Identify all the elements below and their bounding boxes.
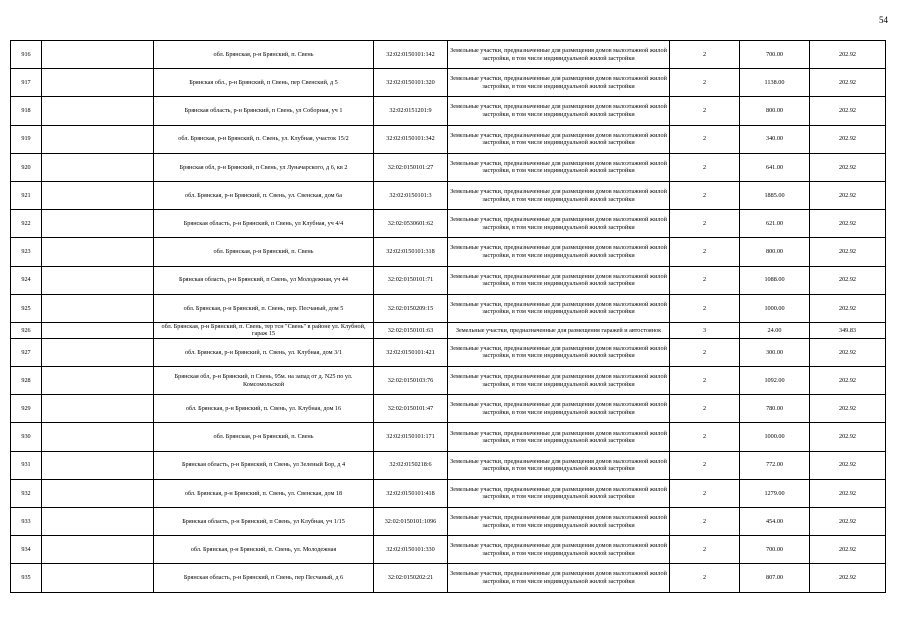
category-cell: 2 [670,536,740,564]
address-cell: обл. Брянская, р-н Брянский, п. Свень, тер тсн "Свень" в районе ул. Клубной, гараж 15 [154,322,374,338]
land-use-purpose-cell: Земельные участки, предназначенные для размещения домов малоэтажной жилой застройки, в том числе индивидуальной жилой застройки [448,564,670,592]
area-cell: 1092.00 [740,367,810,395]
page-number: 54 [879,15,888,25]
table-row [11,97,886,125]
address-cell: Брянская область, р-н Брянский, п Свень, ул Клубная, уч 4/4 [154,210,374,238]
cadastral-number-cell: 32:02:0150101:418 [374,479,448,507]
blank-cell [42,41,154,69]
row-number-cell: 919 [11,125,42,153]
table-row [11,266,886,294]
area-cell: 1088.00 [740,266,810,294]
category-cell: 2 [670,508,740,536]
address-cell: обл. Брянская, р-н Брянский, п. Свень, ул. Свенская, дом 6а [154,181,374,209]
blank-cell [42,181,154,209]
area-cell: 1138.00 [740,69,810,97]
category-cell: 2 [670,451,740,479]
row-number-cell: 921 [11,181,42,209]
address-cell: Брянская обл, р-н Брянский, п Свень, 95м. на запад от д. N25 по ул. Комсомольской [154,367,374,395]
cadastral-number-cell: 32:02:0150101:330 [374,536,448,564]
table-row [11,564,886,592]
cadastral-number-cell: 32:02:0150101:421 [374,338,448,366]
cadastral-number-cell: 32:02:0150101:71 [374,266,448,294]
category-cell: 2 [670,338,740,366]
blank-cell [42,451,154,479]
row-number-cell: 924 [11,266,42,294]
cadastral-number-cell: 32:02:0150218:6 [374,451,448,479]
address-cell: Брянская обл., р-н Брянский, п Свень, пер Свенский, д 5 [154,69,374,97]
row-number-cell: 917 [11,69,42,97]
unit-price-cell: 202.92 [810,536,886,564]
blank-cell [42,423,154,451]
cadastral-number-cell: 32:02:0150101:342 [374,125,448,153]
land-use-purpose-cell: Земельные участки, предназначенные для размещения домов малоэтажной жилой застройки, в том числе индивидуальной жилой застройки [448,338,670,366]
table-row [11,479,886,507]
address-cell: обл. Брянская, р-н Брянский, п. Свень, ул. Клубная, дом 3/1 [154,338,374,366]
unit-price-cell: 202.92 [810,338,886,366]
cadastral-number-cell: 32:02:0530601:62 [374,210,448,238]
category-cell: 2 [670,266,740,294]
cadastral-number-cell: 32:02:0150101:320 [374,69,448,97]
table-row [11,41,886,69]
category-cell: 3 [670,322,740,338]
category-cell: 2 [670,97,740,125]
land-use-purpose-cell: Земельные участки, предназначенные для размещения домов малоэтажной жилой застройки, в том числе индивидуальной жилой застройки [448,97,670,125]
land-use-purpose-cell: Земельные участки, предназначенные для размещения домов малоэтажной жилой застройки, в том числе индивидуальной жилой застройки [448,536,670,564]
blank-cell [42,338,154,366]
address-cell: Брянская область, р-н Брянский, п Свень, пер Песчаный, д 6 [154,564,374,592]
land-use-purpose-cell: Земельные участки, предназначенные для размещения домов малоэтажной жилой застройки, в том числе индивидуальной жилой застройки [448,210,670,238]
cadastral-number-cell: 32:02:0150101:63 [374,322,448,338]
unit-price-cell: 202.92 [810,69,886,97]
unit-price-cell: 349.83 [810,322,886,338]
category-cell: 2 [670,395,740,423]
land-use-purpose-cell: Земельные участки, предназначенные для размещения домов малоэтажной жилой застройки, в том числе индивидуальной жилой застройки [448,41,670,69]
unit-price-cell: 202.92 [810,395,886,423]
address-cell: Брянская область, р-н Брянский, п Свень, ул Зеленый Бор, д 4 [154,451,374,479]
category-cell: 2 [670,69,740,97]
cadastral-number-cell: 32:02:0150209:15 [374,294,448,322]
blank-cell [42,266,154,294]
unit-price-cell: 202.92 [810,451,886,479]
area-cell: 1279.00 [740,479,810,507]
land-use-purpose-cell: Земельные участки, предназначенные для размещения домов малоэтажной жилой застройки, в том числе индивидуальной жилой застройки [448,451,670,479]
row-number-cell: 929 [11,395,42,423]
area-cell: 621.00 [740,210,810,238]
blank-cell [42,210,154,238]
cadastral-number-cell: 32:02:0150101:142 [374,41,448,69]
address-cell: обл. Брянская, р-н Брянский, п. Свень, ул. Свенская, дом 18 [154,479,374,507]
blank-cell [42,508,154,536]
unit-price-cell: 202.92 [810,367,886,395]
row-number-cell: 923 [11,238,42,266]
land-use-purpose-cell: Земельные участки, предназначенные для размещения домов малоэтажной жилой застройки, в том числе индивидуальной жилой застройки [448,479,670,507]
row-number-cell: 918 [11,97,42,125]
table-row [11,322,886,338]
category-cell: 2 [670,125,740,153]
area-cell: 800.00 [740,238,810,266]
unit-price-cell: 202.92 [810,423,886,451]
address-cell: обл. Брянская, р-н Брянский, п. Свень [154,423,374,451]
category-cell: 2 [670,41,740,69]
unit-price-cell: 202.92 [810,508,886,536]
category-cell: 2 [670,181,740,209]
area-cell: 780.00 [740,395,810,423]
category-cell: 2 [670,479,740,507]
land-use-purpose-cell: Земельные участки, предназначенные для размещения домов малоэтажной жилой застройки, в том числе индивидуальной жилой застройки [448,153,670,181]
table-row [11,210,886,238]
table-row [11,451,886,479]
unit-price-cell: 202.92 [810,125,886,153]
row-number-cell: 928 [11,367,42,395]
blank-cell [42,536,154,564]
row-number-cell: 916 [11,41,42,69]
cadastral-number-cell: 32:02:0150202:21 [374,564,448,592]
land-use-purpose-cell: Земельные участки, предназначенные для размещения гаражей и автостоянок [448,322,670,338]
row-number-cell: 926 [11,322,42,338]
address-cell: Брянская обл, р-н Брянский, п Свень, ул Луначарского, д 6, кв 2 [154,153,374,181]
blank-cell [42,125,154,153]
unit-price-cell: 202.92 [810,479,886,507]
cadastral-number-cell: 32:02:0150101:3 [374,181,448,209]
category-cell: 2 [670,238,740,266]
address-cell: Брянская область, р-н Брянский, п Свень, ул Молодежная, уч 44 [154,266,374,294]
unit-price-cell: 202.92 [810,238,886,266]
land-use-purpose-cell: Земельные участки, предназначенные для размещения домов малоэтажной жилой застройки, в том числе индивидуальной жилой застройки [448,266,670,294]
area-cell: 772.00 [740,451,810,479]
row-number-cell: 930 [11,423,42,451]
land-use-purpose-cell: Земельные участки, предназначенные для размещения домов малоэтажной жилой застройки, в том числе индивидуальной жилой застройки [448,181,670,209]
land-use-purpose-cell: Земельные участки, предназначенные для размещения домов малоэтажной жилой застройки, в том числе индивидуальной жилой застройки [448,395,670,423]
area-cell: 300.00 [740,338,810,366]
area-cell: 340.00 [740,125,810,153]
row-number-cell: 927 [11,338,42,366]
area-cell: 700.00 [740,41,810,69]
land-use-purpose-cell: Земельные участки, предназначенные для размещения домов малоэтажной жилой застройки, в том числе индивидуальной жилой застройки [448,508,670,536]
area-cell: 1000.00 [740,294,810,322]
land-registry-table [10,40,886,593]
blank-cell [42,238,154,266]
row-number-cell: 932 [11,479,42,507]
row-number-cell: 925 [11,294,42,322]
area-cell: 1000.00 [740,423,810,451]
blank-cell [42,367,154,395]
area-cell: 454.00 [740,508,810,536]
blank-cell [42,395,154,423]
address-cell: обл. Брянская, р-н Брянский, п. Свень, ул. Клубная, участок 15/2 [154,125,374,153]
category-cell: 2 [670,564,740,592]
address-cell: обл. Брянская, р-н Брянский, п. Свень [154,238,374,266]
blank-cell [42,564,154,592]
row-number-cell: 935 [11,564,42,592]
area-cell: 800.00 [740,97,810,125]
unit-price-cell: 202.92 [810,210,886,238]
blank-cell [42,294,154,322]
blank-cell [42,153,154,181]
area-cell: 807.00 [740,564,810,592]
cadastral-number-cell: 32:02:0150101:47 [374,395,448,423]
area-cell: 700.00 [740,536,810,564]
table-row [11,294,886,322]
address-cell: Брянская область, р-н Брянский, п Свень, ул Соборная, уч 1 [154,97,374,125]
category-cell: 2 [670,423,740,451]
unit-price-cell: 202.92 [810,153,886,181]
table-row [11,536,886,564]
cadastral-number-cell: 32:02:0151201:9 [374,97,448,125]
table-row [11,338,886,366]
category-cell: 2 [670,153,740,181]
cadastral-number-cell: 32:02:0150101:1096 [374,508,448,536]
cadastral-number-cell: 32:02:0150103:76 [374,367,448,395]
unit-price-cell: 202.92 [810,266,886,294]
table-row [11,367,886,395]
category-cell: 2 [670,210,740,238]
category-cell: 2 [670,367,740,395]
table-row [11,395,886,423]
cadastral-number-cell: 32:02:0150101:171 [374,423,448,451]
address-cell: обл. Брянская, р-н Брянский, п. Свень [154,41,374,69]
table-row [11,508,886,536]
row-number-cell: 933 [11,508,42,536]
row-number-cell: 934 [11,536,42,564]
table-row [11,69,886,97]
table-body [11,41,886,593]
row-number-cell: 922 [11,210,42,238]
unit-price-cell: 202.92 [810,181,886,209]
address-cell: обл. Брянская, р-н Брянский, п. Свень, ул. Клубная, дом 16 [154,395,374,423]
row-number-cell: 920 [11,153,42,181]
table-row [11,423,886,451]
unit-price-cell: 202.92 [810,564,886,592]
blank-cell [42,97,154,125]
cadastral-number-cell: 32:02:0150101:27 [374,153,448,181]
table-row [11,238,886,266]
land-use-purpose-cell: Земельные участки, предназначенные для размещения домов малоэтажной жилой застройки, в том числе индивидуальной жилой застройки [448,238,670,266]
unit-price-cell: 202.92 [810,41,886,69]
area-cell: 24.00 [740,322,810,338]
address-cell: обл. Брянская, р-н Брянский, п. Свень, пер. Песчаный, дом 5 [154,294,374,322]
address-cell: обл. Брянская, р-н Брянский, п. Свень, ул. Молодежная [154,536,374,564]
table-row [11,125,886,153]
table-row [11,181,886,209]
address-cell: Брянская область, р-н Брянский, п Свень, ул Клубная, уч 1/15 [154,508,374,536]
table-row [11,153,886,181]
cadastral-number-cell: 32:02:0150101:318 [374,238,448,266]
blank-cell [42,322,154,338]
area-cell: 1885.00 [740,181,810,209]
land-use-purpose-cell: Земельные участки, предназначенные для размещения домов малоэтажной жилой застройки, в том числе индивидуальной жилой застройки [448,69,670,97]
land-use-purpose-cell: Земельные участки, предназначенные для размещения домов малоэтажной жилой застройки, в том числе индивидуальной жилой застройки [448,367,670,395]
category-cell: 2 [670,294,740,322]
land-use-purpose-cell: Земельные участки, предназначенные для размещения домов малоэтажной жилой застройки, в том числе индивидуальной жилой застройки [448,423,670,451]
area-cell: 641.00 [740,153,810,181]
unit-price-cell: 202.92 [810,97,886,125]
row-number-cell: 931 [11,451,42,479]
land-use-purpose-cell: Земельные участки, предназначенные для размещения домов малоэтажной жилой застройки, в том числе индивидуальной жилой застройки [448,294,670,322]
unit-price-cell: 202.92 [810,294,886,322]
land-use-purpose-cell: Земельные участки, предназначенные для размещения домов малоэтажной жилой застройки, в том числе индивидуальной жилой застройки [448,125,670,153]
blank-cell [42,69,154,97]
blank-cell [42,479,154,507]
